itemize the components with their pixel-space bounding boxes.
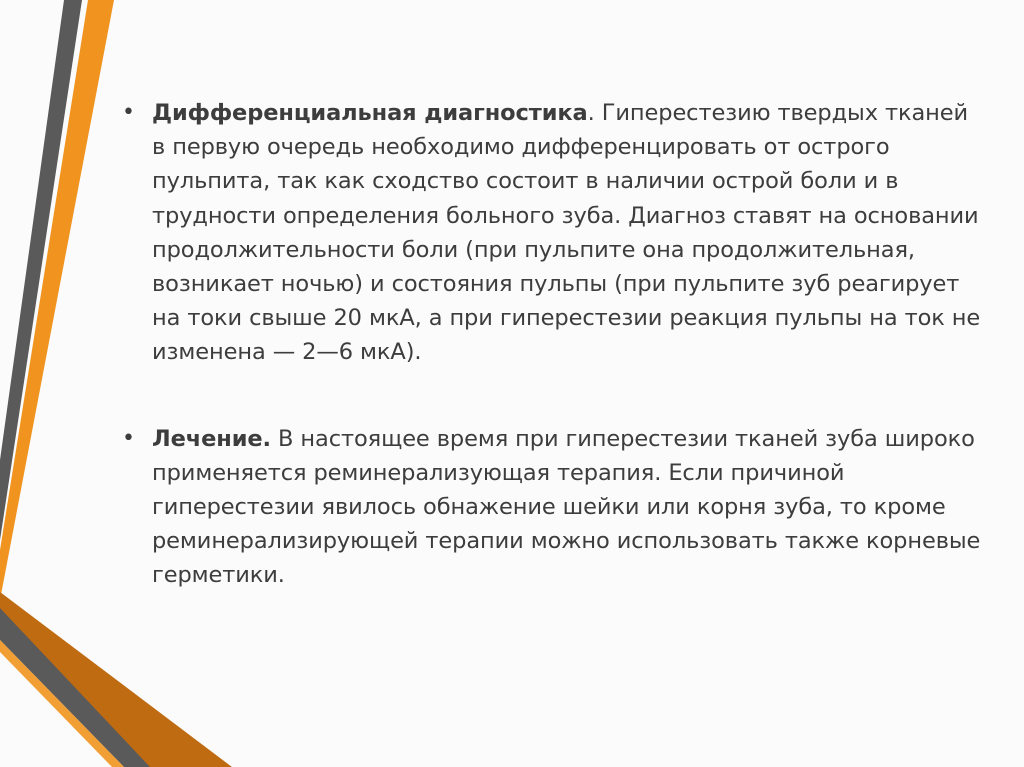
bullet-marker-icon: •: [122, 100, 135, 125]
differential-diagnosis-text: . Гиперестезию твердых тканей в первую очередь необходимо дифференцировать от острого пульпита, так как сходство состоит в наличии острой боли и в трудности определения больного зуба. Диагноз ставят на основании продолжительности боли (при пульпите она продолжительная, возникает ночью) и состояния пульпы (при пульпите зуб реагирует на токи свыше 20 мкА, а при гиперестезии реакция пульпы на ток не изменена — 2—6 мкА).: [152, 100, 981, 366]
bullet-treatment: [122, 422, 982, 593]
treatment-text: В настоящее время при гиперестезии тканей зуба широко применяется реминерализующая терапия. Если причиной гиперестезии явилось обнажение шейки или корня зуба, то кроме реминерализирующей терапии можно использовать также корневые герметики.: [152, 425, 981, 589]
left-gray-stripe: [0, 0, 82, 540]
bullet-marker-icon: •: [122, 425, 135, 451]
treatment-term: Лечение.: [152, 425, 271, 452]
differential-diagnosis-term: Дифференциальная диагностика: [152, 100, 588, 126]
bullet-list: [122, 96, 982, 593]
bullet-differential-diagnosis: [122, 96, 982, 370]
